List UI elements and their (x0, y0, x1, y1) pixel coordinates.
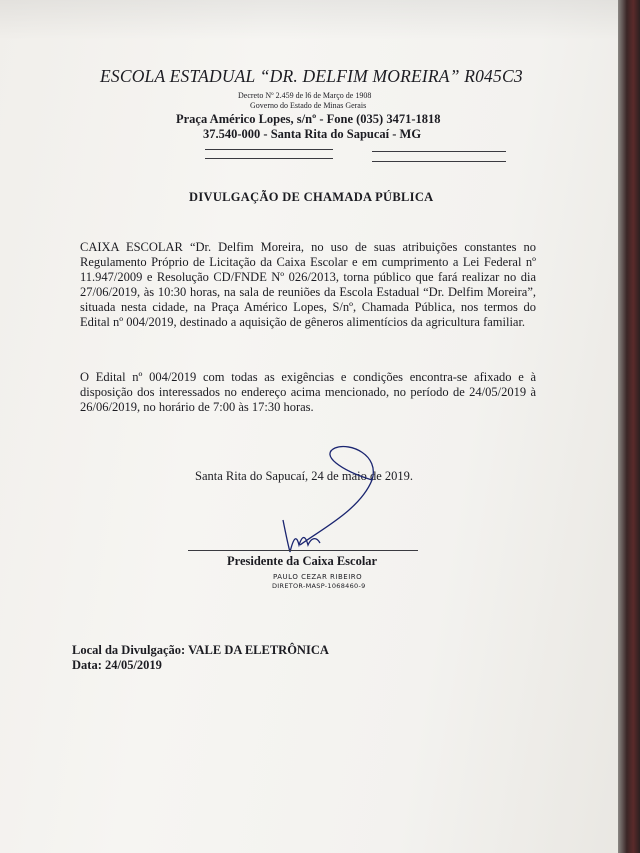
government-line: Governo do Estado de Minas Gerais (250, 101, 367, 110)
address-line-1: Praça Américo Lopes, s/nº - Fone (035) 3471-1818 (176, 112, 441, 126)
stamp-name: PAULO CEZAR RIBEIRO (273, 573, 363, 581)
school-name: ESCOLA ESTADUAL “DR. DELFIM MOREIRA” R045C3 (100, 66, 523, 86)
signature-line (188, 550, 418, 551)
document-title: DIVULGAÇÃO DE CHAMADA PÚBLICA (189, 190, 434, 204)
stamp-id: DIRETOR-MASP-1068460-9 (272, 582, 366, 590)
publication-location: Local da Divulgação: VALE DA ELETRÔNICA (72, 643, 329, 657)
body-paragraph-2: O Edital nº 004/2019 com todas as exigências e condições encontra-se afixado e à disposição dos interessados no endereço acima mencionado, no período de 24/05/2019 à 26/06/2019, no horário de 7:00 às 17:30 horas. (80, 370, 536, 414)
signer-role: Presidente da Caixa Escolar (227, 554, 378, 568)
place-and-date: Santa Rita do Sapucaí, 24 de maio de 2019. (195, 469, 414, 483)
decree-line: Decreto Nº 2.459 de l6 de Março de 1908 (238, 91, 372, 100)
body-paragraph-1: CAIXA ESCOLAR “Dr. Delfim Moreira, no uso de suas atribuições constantes no Regulamento Próprio de Licitação da Caixa Escolar e em cumprimento a Lei Federal nº 11.947/2009 e Resolução CD/FNDE Nº 026/2013, torna público que fará realizar no dia 27/06/2019, às 10:30 horas, na sala de reuniões da Escola Estadual “Dr. Delfim Moreira”, situada nesta cidade, na Praça Américo Lopes, S/nº, Chamada Pública, nos termos do Edital nº 004/2019, destinado a aquisição de gêneros alimentícios da agricultura familiar. (80, 240, 536, 329)
background-edge (618, 0, 640, 853)
address-line-2: 37.540-000 - Santa Rita do Sapucaí - MG (203, 127, 422, 141)
publication-date: Data: 24/05/2019 (72, 658, 162, 672)
